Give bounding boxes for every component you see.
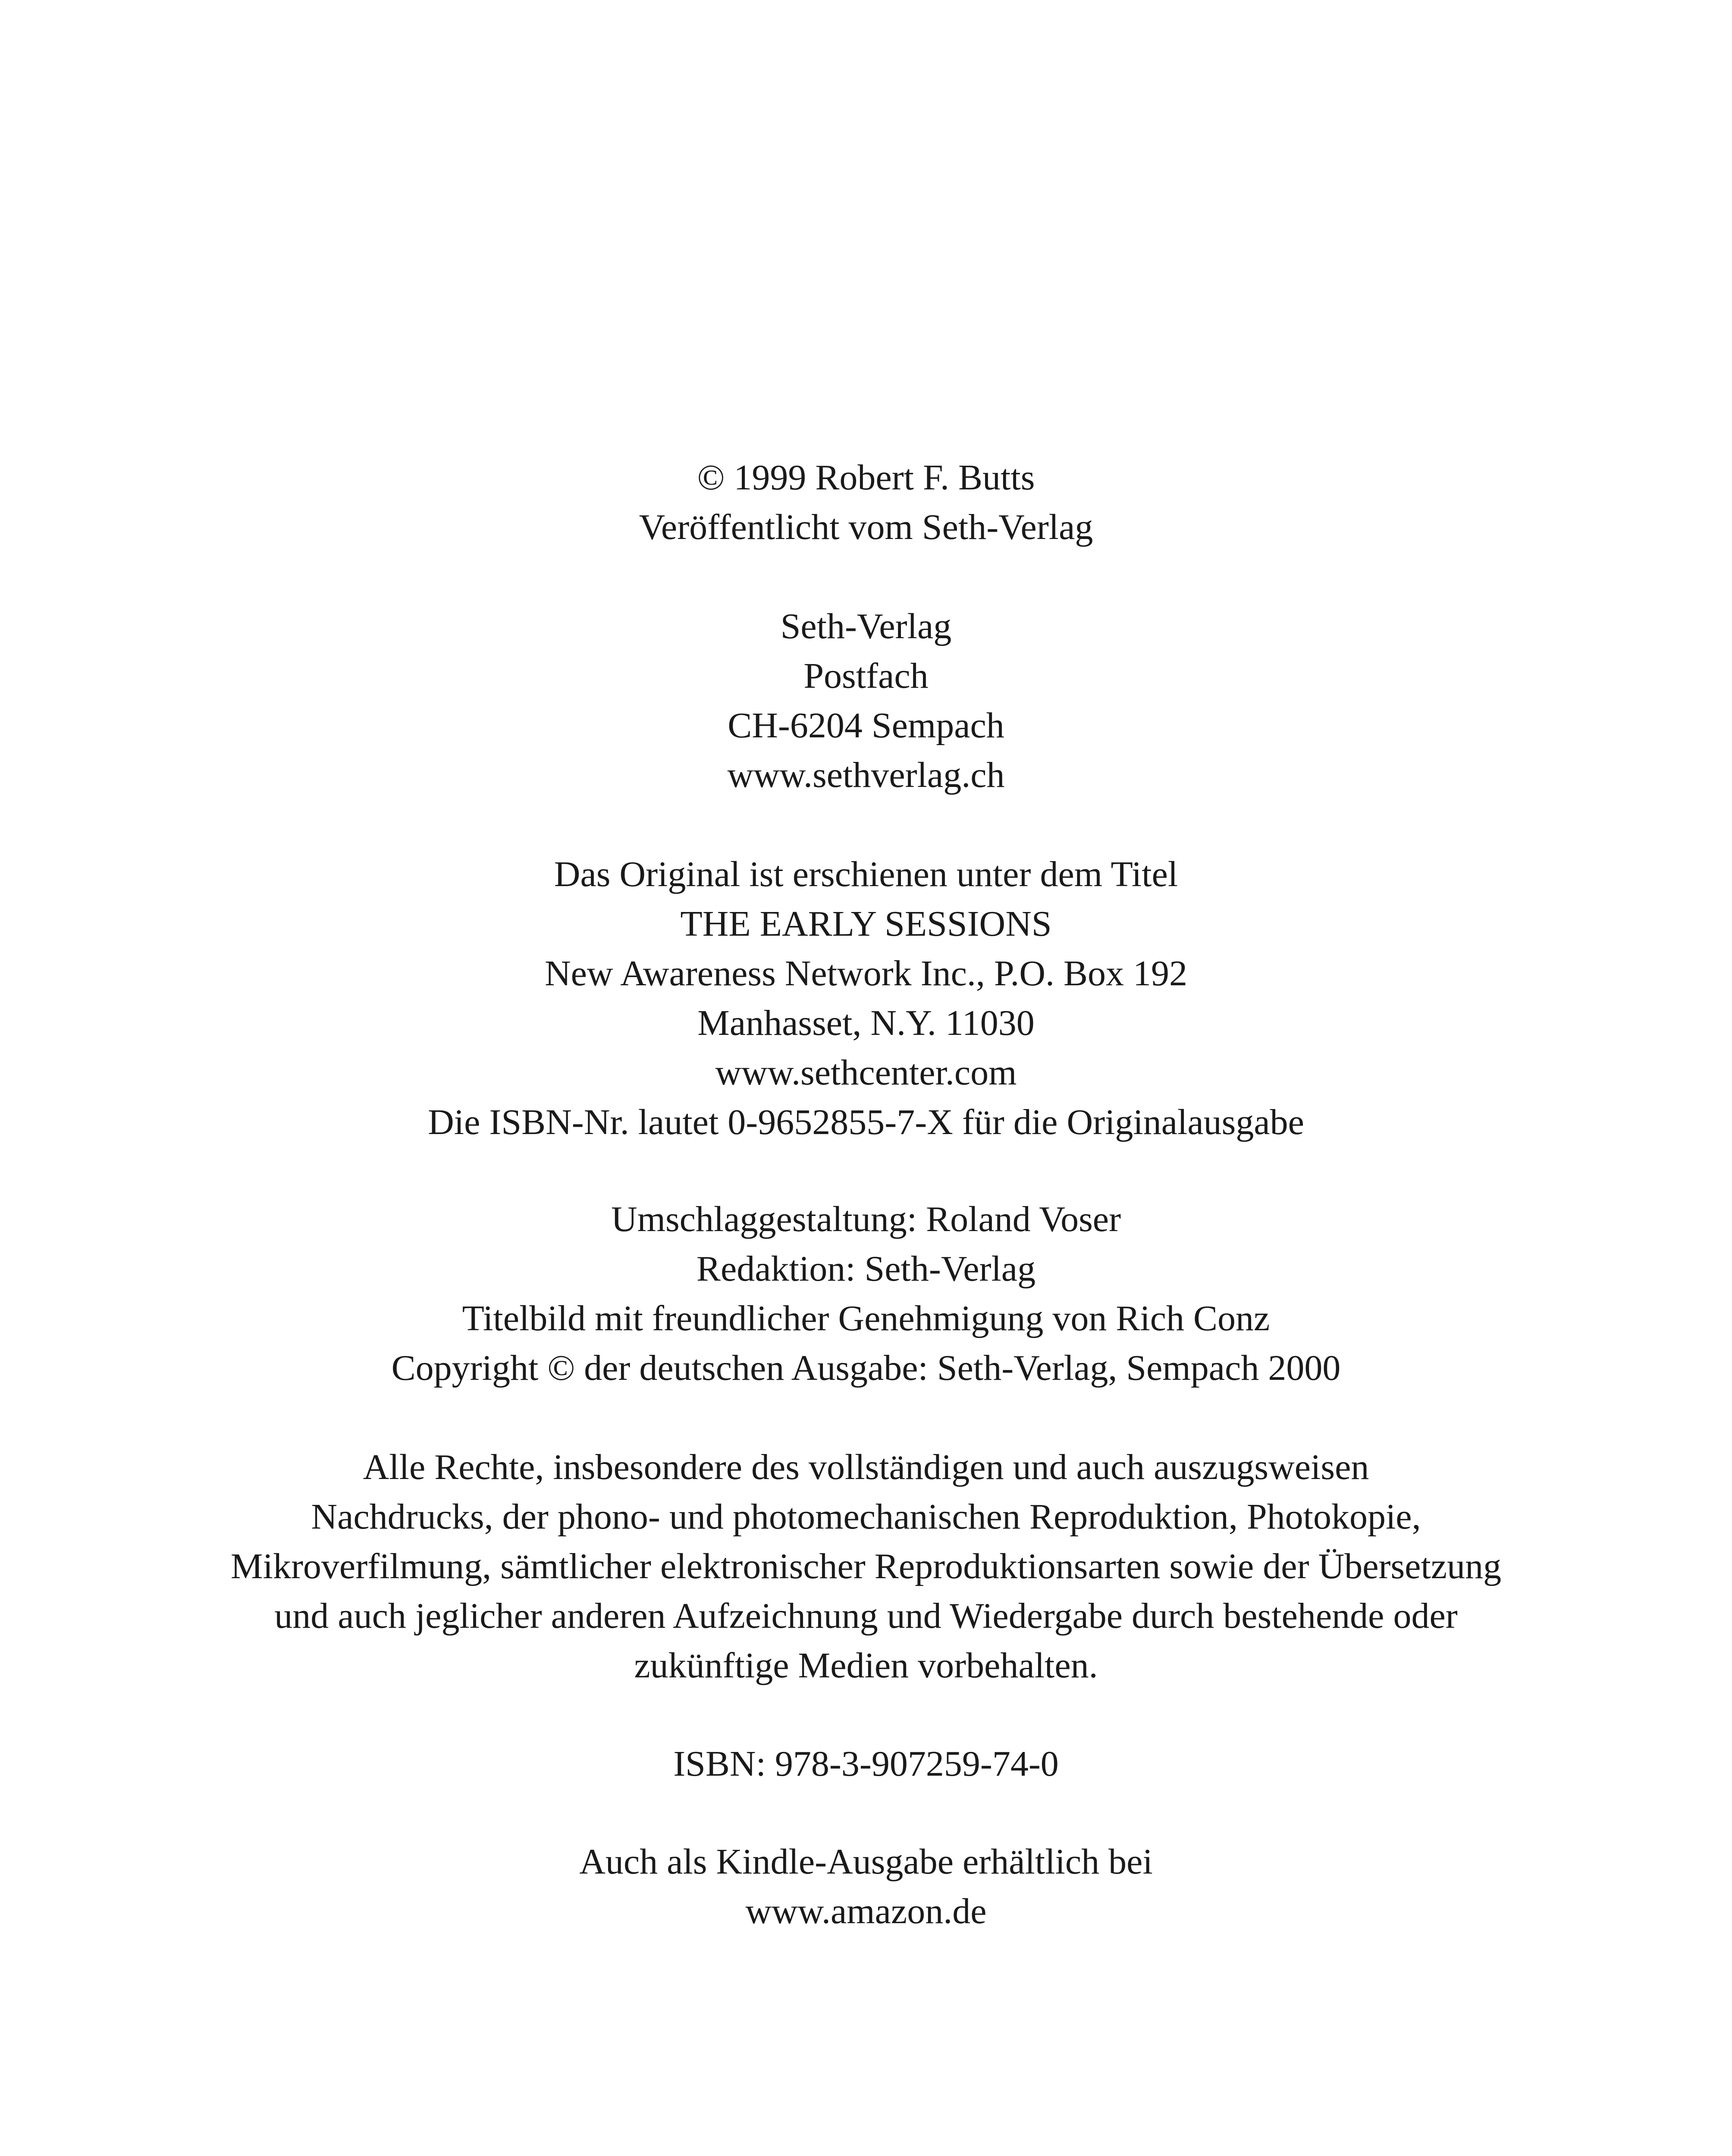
- isbn-number: ISBN: 978-3-907259-74-0: [673, 1744, 1059, 1784]
- original-city: Manhasset, N.Y. 11030: [697, 1003, 1035, 1043]
- rights-line: zukünftige Medien vorbehalten.: [634, 1645, 1098, 1686]
- rights-line: und auch jeglicher anderen Aufzeichnung und Wiedergabe durch bestehende oder: [274, 1596, 1458, 1636]
- original-website: www.sethcenter.com: [715, 1053, 1017, 1093]
- cover-image-credit: Titelbild mit freundlicher Genehmigung von Rich Conz: [462, 1298, 1270, 1338]
- cover-design-credit: Umschlaggestaltung: Roland Voser: [611, 1199, 1121, 1239]
- publisher-address: [0, 602, 1732, 800]
- copyright-block: [0, 453, 1732, 552]
- original-isbn: Die ISBN-Nr. lautet 0-9652855-7-X für die Originalausgabe: [428, 1102, 1304, 1142]
- rights-notice: [0, 1442, 1732, 1690]
- credits-block: [0, 1194, 1732, 1393]
- original-edition-block: [0, 849, 1732, 1147]
- isbn-block: [0, 1739, 1732, 1789]
- publisher-website: www.sethverlag.ch: [727, 755, 1005, 795]
- original-publisher: New Awareness Network Inc., P.O. Box 192: [544, 953, 1188, 993]
- kindle-notice: Auch als Kindle-Ausgabe erhältlich bei: [579, 1842, 1153, 1882]
- rights-line: Alle Rechte, insbesondere des vollständigen und auch auszugsweisen: [363, 1447, 1369, 1487]
- publisher-city: CH-6204 Sempach: [728, 705, 1004, 746]
- rights-line: Nachdrucks, der phono- und photomechanischen Reproduktion, Photokopie,: [311, 1497, 1421, 1537]
- publisher-line: Veröffentlicht vom Seth-Verlag: [639, 507, 1093, 547]
- original-intro: Das Original ist erschienen unter dem Titel: [554, 854, 1178, 894]
- editing-credit: Redaktion: Seth-Verlag: [696, 1249, 1036, 1289]
- amazon-website: www.amazon.de: [745, 1891, 987, 1931]
- german-edition-copyright: Copyright © der deutschen Ausgabe: Seth-Verlag, Sempach 2000: [391, 1348, 1341, 1388]
- kindle-block: [0, 1837, 1732, 1936]
- publisher-name: Seth-Verlag: [780, 606, 952, 646]
- rights-line: Mikroverfilmung, sämtlicher elektronischer Reproduktionsarten sowie der Übersetzung: [230, 1546, 1502, 1586]
- copyright-line: © 1999 Robert F. Butts: [697, 458, 1035, 498]
- original-title: THE EARLY SESSIONS: [680, 904, 1052, 944]
- publisher-postbox: Postfach: [803, 656, 929, 696]
